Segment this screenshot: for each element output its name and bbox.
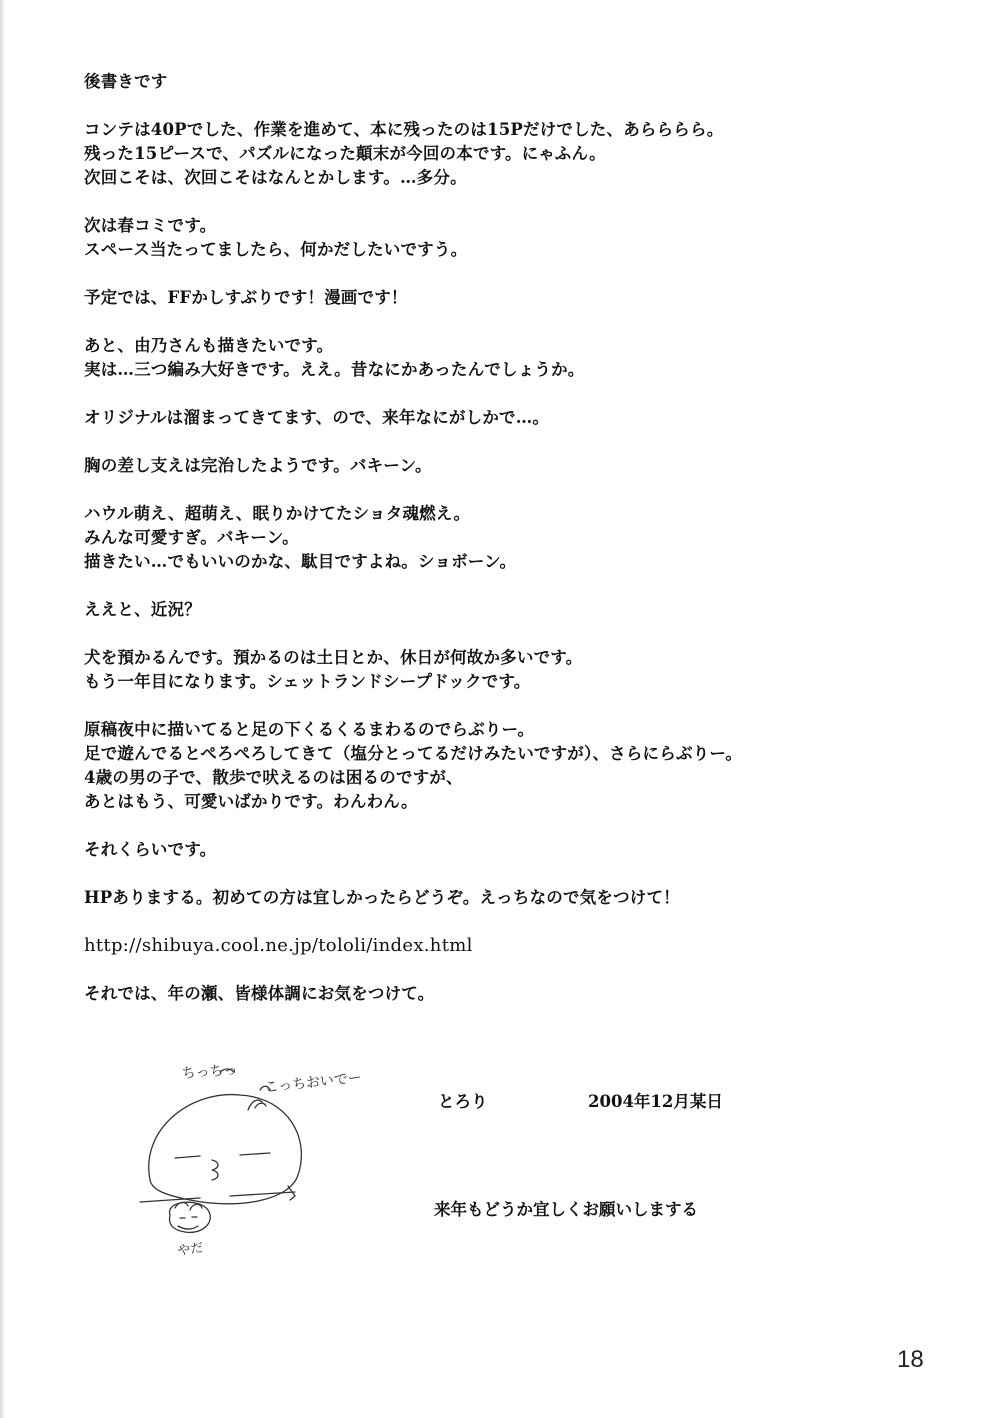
afterword-paragraph [84, 646, 964, 694]
afterword-paragraph [84, 454, 964, 478]
text-line: あとはもう、可愛いばかりです。わんわん。 [84, 792, 418, 811]
text-line: 残った15ピースで、パズルになった顛末が今回の本です。にゃふん。 [84, 144, 606, 163]
sketch-caption-bottom: やだ [176, 1240, 205, 1259]
text-line: もう一年目になります。シェットランドシープドックです。 [84, 672, 531, 691]
afterword-paragraph [84, 718, 964, 814]
text-line: ええと、近況？ [84, 600, 201, 619]
afterword-paragraph [84, 70, 964, 94]
text-line: 描きたい…でもいいのかな、駄目ですよね。ショボーン。 [84, 552, 517, 571]
text-line: 次は春コミです。 [84, 216, 217, 235]
text-line: 原稿夜中に描いてると足の下くるくるまわるのでらぶりー。 [84, 720, 535, 739]
text-line: 足で遊んでるとぺろぺろしてきて（塩分とってるだけみたいですが）、さらにらぶりー。 [84, 744, 743, 763]
afterword-paragraph [84, 886, 964, 910]
afterword-paragraph [84, 214, 964, 262]
text-line: みんな可愛すぎ。バキーン。 [84, 528, 299, 547]
text-line: 胸の差し支えは完治したようです。バキーン。 [84, 456, 432, 475]
homepage-url[interactable]: http://shibuya.cool.ne.jp/tololi/index.html [84, 935, 473, 956]
sketch-puppy-body [178, 1226, 198, 1229]
sketch-head [149, 1095, 302, 1204]
text-line: HPありまする。初めての方は宜しかったらどうぞ。えっちなので気をつけて！ [84, 888, 680, 907]
sketch-caption-speech: こっちおいでー [263, 1069, 363, 1096]
page-binding-edge [0, 0, 5, 1418]
afterword-paragraph [84, 598, 964, 622]
afterword-paragraphs [84, 70, 964, 910]
sketch-arm [230, 1192, 295, 1196]
text-line: 後書きです [84, 72, 168, 91]
text-line: スペース当たってましたら、何かだしたいですう。 [84, 240, 468, 259]
afterword-paragraph [84, 334, 964, 382]
afterword-paragraph [84, 838, 964, 862]
afterword-paragraph [84, 118, 964, 190]
afterword-text [84, 70, 964, 1030]
text-line: オリジナルは溜まってきてます、ので、来年なにがしかで…。 [84, 408, 550, 427]
author-name: とろり [438, 1092, 488, 1111]
page-number: 18 [897, 1346, 924, 1373]
sketch-puppy-face [180, 1217, 197, 1218]
sketch-eye-left [175, 1156, 200, 1158]
text-line: ハウル萌え、超萌え、眠りかけてたショタ魂燃え。 [84, 504, 471, 523]
signoff-date: 2004年12月某日 [588, 1092, 723, 1111]
afterword-paragraph [84, 406, 964, 430]
sketch-eye-right [240, 1153, 270, 1155]
text-line: あと、由乃さんも描きたいです。 [84, 336, 334, 355]
closing-paragraph [84, 982, 964, 1006]
text-line: 4歳の男の子で、散歩で吠えるのは困るのですが、 [84, 768, 463, 787]
sketch-drawing [130, 1050, 430, 1280]
sketch-caption-top: ちっちっ [181, 1062, 239, 1082]
text-line: 犬を預かるんです。預かるのは土日とか、休日が何故か多いです。 [84, 648, 583, 667]
text-line: コンテは40Pでした、作業を進めて、本に残ったのは15Pだけでした、あらららら。 [84, 120, 724, 139]
text-line: 予定では、FFかしすぶりです！漫画です！ [84, 288, 408, 307]
sketch-mouth [212, 1160, 218, 1180]
new-year-greeting: 来年もどうか宜しくお願いしまする [434, 1200, 698, 1219]
text-line: それくらいです。 [84, 840, 217, 859]
closing-line: それでは、年の瀬、皆様体調にお気をつけて。 [84, 984, 435, 1003]
sketch-hair [255, 1103, 266, 1108]
text-line: 実は…三つ編み大好きです。ええ。昔なにかあったんでしょうか。 [84, 360, 585, 379]
sketch-puppy-ear [190, 1204, 202, 1210]
url-paragraph [84, 934, 964, 958]
afterword-paragraph [84, 502, 964, 574]
text-line: 次回こそは、次回こそはなんとかします。…多分。 [84, 168, 467, 187]
afterword-paragraph [84, 286, 964, 310]
